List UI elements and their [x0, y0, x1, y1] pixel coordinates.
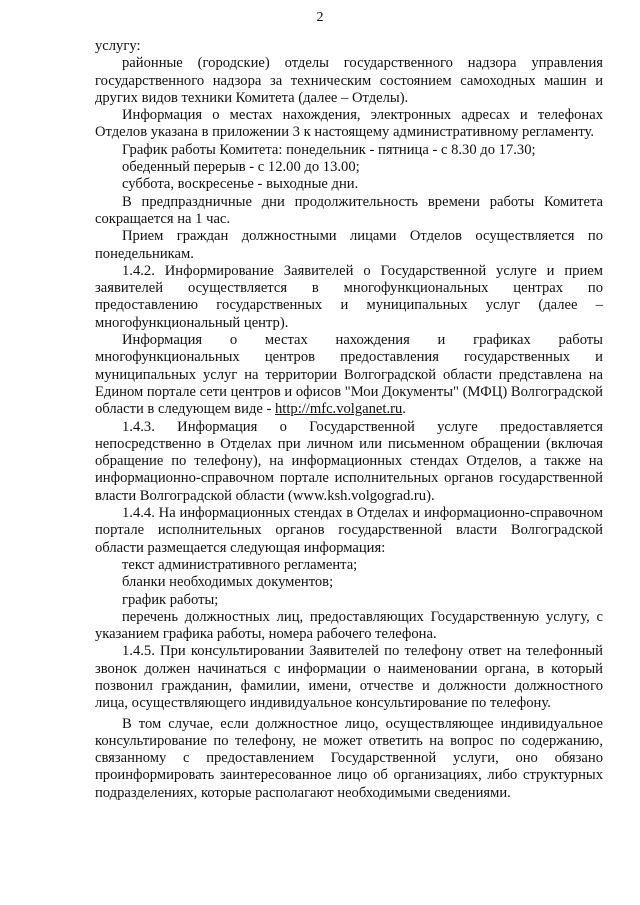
paragraph-section-1-4-4: 1.4.4. На информационных стендах в Отделах и информационно-справочном портале исполнительных органов государственной власти Волгоградской области размещается следующая информация:: [95, 505, 603, 556]
paragraph-mfc-end: .: [402, 401, 406, 418]
paragraph-section-1-4-2: 1.4.2. Информирование Заявителей о Государственной услуге и прием заявителей осуществляется в многофункциональных центрах по предоставлению государственных и муниципальных услуг (далее – многофункциональный центр).: [95, 262, 603, 331]
list-item-officials: перечень должностных лиц, предоставляющих Государственную услугу, с указанием графика работы, номера рабочего телефона.: [95, 608, 603, 643]
list-item-regulation-text: текст административного регламента;: [122, 556, 358, 573]
paragraph-section-1-4-3: 1.4.3. Информация о Государственной услуге предоставляется непосредственно в Отделах при личном или письменном обращении (включая обращение по телефону), на информационных стендах Отделов, а также на информационно-справочном портале исполнительных органов государственной власти Волгоградской области (www.ksh.volgograd.ru).: [95, 418, 603, 504]
paragraph-reception-days: Прием граждан должностными лицами Отделов осуществляется по понедельникам.: [95, 228, 603, 262]
list-item-work-schedule: график работы;: [122, 591, 219, 608]
list-item-document-forms: бланки необходимых документов;: [122, 574, 334, 591]
paragraph-department-info: Информация о местах нахождения, электронных адресах и телефонах Отделов указана в приложении 3 к настоящему административному регламенту.: [95, 107, 603, 141]
paragraph-weekends: суббота, воскресенье - выходные дни.: [122, 176, 359, 193]
paragraph-schedule-weekdays: График работы Комитета: понедельник - пятница - с 8.30 до 17.30;: [122, 141, 536, 158]
paragraph-pre-holiday: В предпраздничные дни продолжительность времени работы Комитета сокращается на 1 час.: [95, 193, 603, 227]
paragraph-lunch-break: обеденный перерыв - с 12.00 до 13.00;: [122, 159, 360, 176]
paragraph-district-departments: районные (городские) отделы государственного надзора управления государственного надзора за техническим состоянием самоходных машин и других видов техники Комитета (далее – Отделы).: [95, 55, 603, 106]
paragraph-mfc-info: [95, 332, 603, 418]
paragraph-unable-to-answer: В том случае, если должностное лицо, осуществляющее индивидуальное консультирование по телефону, не может ответить на вопрос по содержанию, связанному с предоставлением Государственной услуги, оно обязано проинформировать заинтересованное лицо об организациях, либо структурных подразделениях, которые располагают необходимыми сведениями.: [95, 715, 603, 801]
paragraph-section-1-4-5: 1.4.5. При консультировании Заявителей по телефону ответ на телефонный звонок должен начинаться с информации о наименовании органа, в который позвонил гражданин, фамилии, имени, отчестве и должности должностного лица, осуществляющего индивидуальное консультирование по телефону.: [95, 643, 603, 712]
mfc-link[interactable]: http://mfc.volganet.ru: [275, 401, 403, 418]
paragraph-continuation: услугу:: [95, 38, 141, 54]
document-body: [95, 38, 603, 802]
paragraph-mfc-text: Информация о местах нахождения и графиках работы многофункциональных центров предоставления государственных и муниципальных услуг на территории Волгоградской области представлена на Едином портале сети центров и офисов "Мои Документы" (МФЦ) Волгоградской области в следующем виде -: [95, 332, 603, 418]
page-number: 2: [316, 10, 324, 25]
